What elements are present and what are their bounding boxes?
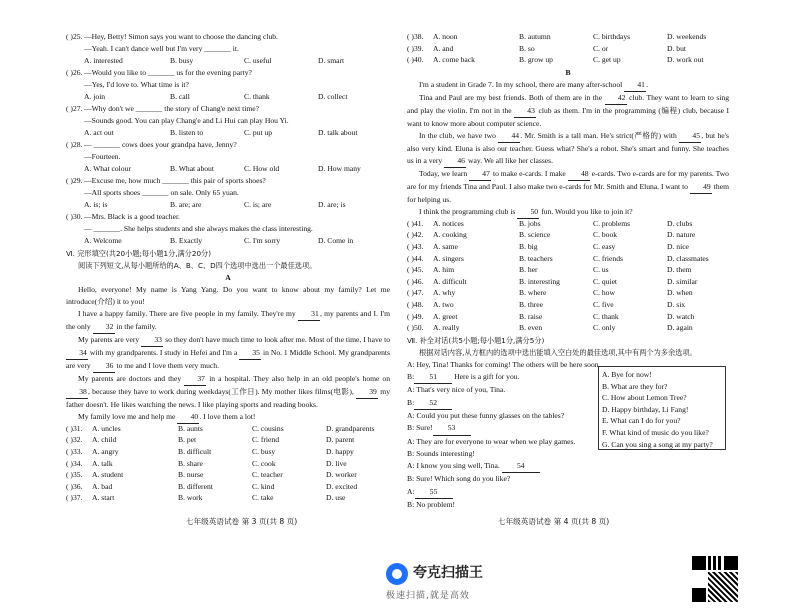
section-heading: Ⅵ. 完形填空(共20小题;每小题1分,满分20分) — [66, 248, 212, 258]
option: C. friend — [252, 435, 279, 445]
options-41-50 — [407, 219, 729, 335]
option: A. why — [433, 288, 456, 298]
blank-44: 44 — [498, 130, 520, 143]
option: C. quiet — [593, 276, 618, 286]
option: B. grow up — [519, 55, 553, 65]
blank-34: 34 — [66, 347, 88, 360]
box-option: C. How about Lemon Tree? — [602, 393, 687, 403]
passage-label-b: B — [565, 67, 571, 77]
option-row — [407, 265, 729, 277]
dialogue-line: B: Sure! 53 — [407, 422, 729, 435]
left-page — [66, 32, 390, 542]
dialogue-line: A: Hey, Tina! Thanks for coming! The others will be here soon. — [407, 359, 601, 369]
option-row — [66, 470, 390, 482]
question-number: ( )50. — [407, 323, 424, 333]
option: A. greet — [433, 311, 458, 321]
option: C. five — [593, 299, 614, 309]
options-31-37 — [66, 424, 390, 505]
option: B. where — [519, 288, 547, 298]
option-row — [66, 493, 390, 505]
option: B. work — [178, 493, 203, 503]
options-27: A. act out B. listen to C. put up D. talk about — [84, 128, 358, 138]
option: B. pet — [178, 435, 197, 445]
blank-55: 55 — [415, 486, 453, 499]
option-row — [407, 55, 729, 67]
option: D. when — [667, 288, 693, 298]
option-row — [407, 300, 729, 312]
passage-paragraph: I think the programming club is 50 fun. Would you like to join it? — [407, 206, 729, 219]
options-38-40 — [407, 32, 729, 67]
option: D. again — [667, 323, 693, 333]
box-option: G. Can you sing a song at my party? — [602, 439, 713, 449]
box-option: E. What can I do for you? — [602, 416, 681, 426]
question-30: ( )30. —Mrs. Black is a good teacher. — [66, 211, 180, 221]
passage-paragraph: I'm a student in Grade 7. In my school, there are many after-school 41. — [407, 79, 729, 92]
option: A. start — [92, 493, 115, 503]
question-27: ( )27. —Why don't we _______ the story of Chang'e next time? — [66, 103, 260, 113]
question-text: —Sounds good. You can play Chang'e and Li Hui can play Hou Yi. — [84, 116, 289, 126]
blank-49: 49 — [690, 181, 712, 194]
blank-42: 42 — [605, 92, 627, 105]
option: B. different — [178, 481, 213, 491]
option: C. cousins — [252, 423, 284, 433]
option: A. notices — [433, 218, 464, 228]
option: B. even — [519, 323, 543, 333]
box-option: D. Happy birthday, Li Fang! — [602, 404, 689, 414]
option: D. clubs — [667, 218, 693, 228]
blank-43: 43 — [514, 105, 536, 118]
question-25: ( )25. —Hey, Betty! Simon says you want to choose the dancing club. — [66, 32, 278, 41]
option: D. use — [326, 493, 346, 503]
option: B. science — [519, 230, 551, 240]
dialogue-line: A: That's very nice of you, Tina. — [407, 385, 506, 395]
question-number: ( )33. — [66, 447, 83, 456]
option-row — [407, 254, 729, 266]
options-30: A. Welcome B. Exactly C. I'm sorry D. Come in — [84, 236, 354, 246]
dialogue-line: B: Sounds interesting! — [407, 448, 475, 458]
option: C. thank — [593, 311, 619, 321]
option-row — [66, 447, 390, 459]
blank-52: 52 — [414, 397, 452, 410]
passage-paragraph: My family love me and help me 40. I love them a lot! — [66, 411, 390, 424]
page-footer-right: 七年级英语试卷 第 4 页(共 8 页) — [498, 517, 610, 526]
option: C. busy — [252, 447, 276, 456]
option: C. book — [593, 230, 618, 240]
option: B. autumn — [519, 32, 551, 41]
dialogue-line: B: Sure! Which song do you like? — [407, 474, 511, 484]
question-number: ( )48. — [407, 299, 424, 309]
blank-38: 38 — [66, 386, 88, 399]
option: A. bad — [92, 481, 113, 491]
option: C. problems — [593, 218, 631, 228]
option: A. really — [433, 323, 460, 333]
option: B. aunts — [178, 423, 203, 433]
option: A. cooking — [433, 230, 467, 240]
option-row — [407, 219, 729, 231]
dialogue-line: B: No problem! — [407, 499, 456, 509]
section-instruction: 阅读下列短文,从每小题所给的A、B、C、D四个选项中选出一个最佳选项。 — [78, 260, 317, 270]
blank-47: 47 — [469, 168, 491, 181]
option: C. or — [593, 43, 609, 53]
question-number: ( )36. — [66, 481, 83, 491]
question-text: —Yeah. I can't dance well but I'm very _______ it. — [84, 44, 239, 54]
question-number: ( )34. — [66, 458, 83, 468]
option: D. classmates — [667, 253, 709, 263]
option-row — [66, 435, 390, 447]
passage-paragraph: I have a happy family. There are five people in my family. They're my 31, my parents and I. I'm the only 32 in the family. — [66, 308, 390, 334]
option: B. big — [519, 241, 538, 251]
option: A. same — [433, 241, 458, 251]
question-number: ( )35. — [66, 470, 83, 480]
option: D. weekends — [667, 32, 707, 41]
option: A. noon — [433, 32, 458, 41]
option: D. worker — [326, 470, 357, 480]
option: A. and — [433, 43, 454, 53]
blank-48: 48 — [568, 168, 590, 181]
option: B. share — [178, 458, 203, 468]
options-box — [598, 366, 726, 450]
scanner-name: 夸克扫描王 — [413, 565, 483, 581]
option-row — [407, 32, 729, 44]
option: A. come back — [433, 55, 475, 65]
dialogue-line: A: I know you sing well, Tina. 54 — [407, 460, 729, 473]
option: A. talk — [92, 458, 113, 468]
blank-40: 40 — [177, 411, 199, 424]
option: A. child — [92, 435, 117, 445]
passage-paragraph: Hello, everyone! My name is Yang Yang. Do you want to know about my family? Let me introduce(介绍) it to you! — [66, 284, 390, 306]
option: C. us — [593, 265, 609, 275]
option: A. student — [92, 470, 124, 480]
option: A. difficult — [433, 276, 467, 286]
option: D. grandparents — [326, 423, 375, 433]
option: B. teachers — [519, 253, 553, 263]
scanner-slogan: 极速扫描,就是高效 — [386, 591, 470, 601]
option-row — [407, 312, 729, 324]
option: A. angry — [92, 447, 119, 456]
option-row — [407, 323, 729, 335]
passage-paragraph: My parents are very 33 so they don't have much time to look after me. Most of the time, I have to 34 with my grandparents. I study in Hefei and I'm a 35 in No. 1 Middle School. My grandparents are very 36 to me and I love them very much. — [66, 334, 390, 373]
page-footer-left: 七年级英语试卷 第 3 页(共 8 页) — [186, 517, 298, 526]
options-29: A. is; is B. are; are C. is; are D. are; is — [84, 200, 346, 210]
question-number: ( )38. — [407, 32, 424, 41]
question-number: ( )32. — [66, 435, 83, 445]
passage-label-a: A — [225, 272, 231, 282]
option: B. difficult — [178, 447, 212, 456]
option: C. how — [593, 288, 615, 298]
question-number: ( )43. — [407, 241, 424, 251]
option-row — [407, 230, 729, 242]
option: D. six — [667, 299, 686, 309]
blank-45: 45 — [679, 130, 701, 143]
dialogue-line: A: Could you put these funny glasses on the tables? — [407, 410, 565, 420]
blank-53: 53 — [433, 422, 471, 435]
option: C. only — [593, 323, 616, 333]
options-28: A. What colour B. What about C. How old D. How many — [84, 164, 361, 174]
blank-37: 37 — [184, 373, 206, 386]
options-26: A. join B. call C. thank D. collect — [84, 92, 348, 102]
option: D. parent — [326, 435, 355, 445]
section-instruction: 根据对话内容,从方框内的选项中选出能填入空白处的最佳选项,其中有两个为多余选项。 — [419, 347, 697, 357]
option: D. happy — [326, 447, 354, 456]
passage-paragraph: Tina and Paul are my best friends. Both of them are in the 42 club. They want to learn to sing and play the violin. I'm not in the 43 club as them. I'm in the programming (编程) club, because I want to know more about computer science. — [407, 92, 729, 128]
option: B. raise — [519, 311, 543, 321]
option: D. them — [667, 265, 692, 275]
option-row — [66, 482, 390, 494]
option-row — [407, 242, 729, 254]
scanner-watermark — [386, 563, 564, 607]
box-option: F. What kind of music do you like? — [602, 427, 709, 437]
question-number: ( )46. — [407, 276, 424, 286]
question-number: ( )45. — [407, 265, 424, 275]
blank-39: 39 — [356, 386, 378, 399]
options-25: A. interested B. busy C. useful D. smart — [84, 56, 345, 66]
option: D. work out — [667, 55, 704, 65]
option: C. friends — [593, 253, 623, 263]
option: C. get up — [593, 55, 621, 65]
option: D. nice — [667, 241, 689, 251]
blank-32: 32 — [93, 321, 115, 334]
option: C. birthdays — [593, 32, 631, 41]
option: C. easy — [593, 241, 616, 251]
question-number: ( )39. — [407, 43, 424, 53]
blank-31: 31 — [298, 308, 320, 321]
question-29: ( )29. —Excuse me, how much _______ this pair of sports shoes? — [66, 175, 266, 185]
section-heading: Ⅶ. 补全对话(共5小题;每小题1分,满分5分) — [407, 335, 545, 345]
passage-paragraph: My parents are doctors and they 37 in a hospital. They also help in an old people's home on 38, because they have to work during weekdays(工作日). My mother likes films(电影), 39 my father doesn't. He likes watching the news. I like playing sports and reading books. — [66, 373, 391, 409]
blank-51: 51 — [414, 371, 452, 384]
passage-paragraph: Today, we learn 47 to make e-cards. I make 48 e-cards. Two e-cards are for my parents. Two are for my friends Tina and Paul. I also make two e-cards for Mr. Smith and Eluna. I want to 49 them for helping us. — [407, 168, 729, 204]
option-row — [407, 288, 729, 300]
option: B. nurse — [178, 470, 204, 480]
box-option: B. What are they for? — [602, 381, 668, 391]
option: D. excited — [326, 481, 358, 491]
question-number: ( )41. — [407, 218, 424, 228]
question-text: —Yes, I'd love to. What time is it? — [84, 80, 189, 90]
option: D. but — [667, 43, 686, 53]
option: C. teacher — [252, 470, 283, 480]
option: B. interesting — [519, 276, 560, 286]
option: A. two — [433, 299, 454, 309]
question-28: ( )28. — _______ cows does your grandpa have, Jenny? — [66, 139, 237, 149]
option: B. three — [519, 299, 544, 309]
question-26: ( )26. —Would you like to _______ us for the evening party? — [66, 67, 252, 77]
option: A. singers — [433, 253, 464, 263]
blank-36: 36 — [93, 360, 115, 373]
option: D. live — [326, 458, 347, 468]
option: D. watch — [667, 311, 695, 321]
option-row — [407, 44, 729, 56]
option: A. uncles — [92, 423, 121, 433]
option: C. cook — [252, 458, 276, 468]
option-row — [66, 459, 390, 471]
question-number: ( )44. — [407, 253, 424, 263]
dialogue-line: B: 52 — [407, 397, 729, 410]
question-text: — _______. She helps students and she always makes the class interesting. — [84, 224, 313, 234]
qr-code-icon — [692, 556, 738, 602]
dialogue-line: A: 55 — [407, 486, 729, 499]
blank-54: 54 — [502, 460, 540, 473]
blank-50: 50 — [517, 206, 539, 219]
question-number: ( )47. — [407, 288, 424, 298]
option: B. her — [519, 265, 538, 275]
question-text: —All sports shoes _______ on sale. Only 65 yuan. — [84, 188, 239, 198]
option-row — [407, 277, 729, 289]
option: D. nature — [667, 230, 696, 240]
option: B. so — [519, 43, 535, 53]
option: B. jobs — [519, 218, 541, 228]
dialogue-line: A: They are for everyone to wear when we play games. — [407, 436, 576, 446]
right-page — [407, 32, 729, 542]
question-text: —Fourteen. — [84, 152, 121, 162]
option: A. him — [433, 265, 455, 275]
option: C. kind — [252, 481, 275, 491]
box-option: A. Bye for now! — [602, 370, 652, 379]
blank-46: 46 — [444, 155, 466, 168]
option-row — [66, 424, 390, 436]
question-number: ( )49. — [407, 311, 424, 321]
question-number: ( )40. — [407, 55, 424, 65]
dialogue-line: B: 51 Here is a gift for you. — [407, 371, 729, 384]
option: D. similar — [667, 276, 698, 286]
blank-41: 41 — [624, 79, 646, 92]
blank-33: 33 — [141, 334, 163, 347]
question-number: ( )31. — [66, 423, 83, 433]
scanner-logo-icon — [386, 563, 408, 585]
passage-paragraph: In the club, we have two 44. Mr. Smith is a tall man. He's strict(严格的) with 45, but he's also very kind. Eluna is also our teacher. Guess what? She's a robot. She's smart and funny. She teaches us in a very 46 way. We all like her classes. — [407, 130, 729, 168]
option: C. take — [252, 493, 274, 503]
blank-35: 35 — [239, 347, 261, 360]
question-number: ( )37. — [66, 493, 83, 503]
question-number: ( )42. — [407, 230, 424, 240]
